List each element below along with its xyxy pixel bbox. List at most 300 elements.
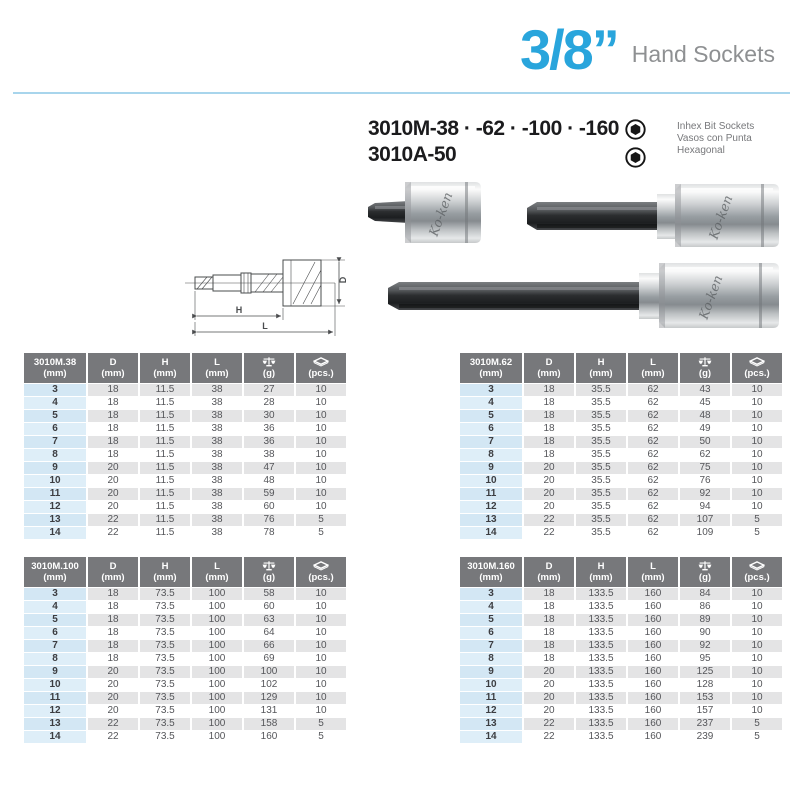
table-row xyxy=(24,462,346,474)
size-cell: 4 xyxy=(460,397,522,409)
value-cell: 18 xyxy=(88,410,138,422)
col-header-h: H (mm) xyxy=(140,557,190,587)
value-cell: 10 xyxy=(315,679,327,690)
dimension-drawing xyxy=(183,250,353,342)
size-cell: 9 xyxy=(460,666,522,678)
value-cell: 18 xyxy=(88,588,138,600)
value-cell: 107 xyxy=(680,514,730,526)
value-cell: 38 xyxy=(211,475,223,486)
table-header-row xyxy=(24,557,346,587)
value-cell: 133.5 xyxy=(588,705,614,716)
value-cell: 18 xyxy=(543,653,555,664)
table-row xyxy=(24,423,346,435)
value-cell: 10 xyxy=(732,666,782,678)
value-cell: 90 xyxy=(699,627,711,638)
value-cell: 36 xyxy=(244,436,294,448)
value-cell: 20 xyxy=(543,475,555,486)
table-row xyxy=(460,449,782,461)
value-cell: 11.5 xyxy=(155,397,175,408)
value-cell: 10 xyxy=(315,601,327,612)
size-cell: 11 xyxy=(24,488,86,500)
value-cell: 5 xyxy=(754,527,760,538)
value-cell: 38 xyxy=(192,436,242,448)
value-cell: 100 xyxy=(192,692,242,704)
table-row xyxy=(460,666,782,678)
col-header-d: D (mm) xyxy=(524,557,574,587)
table-row xyxy=(24,692,346,704)
value-cell: 10 xyxy=(751,397,763,408)
socket-type-labels xyxy=(677,121,800,157)
col-header-d: D (mm) xyxy=(88,353,138,383)
value-cell: 84 xyxy=(680,588,730,600)
value-cell: 157 xyxy=(696,705,714,716)
value-cell: 35.5 xyxy=(591,527,611,538)
value-cell: 18 xyxy=(524,640,574,652)
value-cell: 5 xyxy=(296,718,346,730)
value-cell: 18 xyxy=(88,436,138,448)
value-cell: 38 xyxy=(192,488,242,500)
table-header-row xyxy=(460,557,782,587)
value-cell: 10 xyxy=(315,501,327,512)
dim-label-d: D xyxy=(338,276,348,284)
value-cell: 22 xyxy=(88,514,138,526)
value-cell: 38 xyxy=(211,527,223,538)
value-cell: 10 xyxy=(751,449,763,460)
value-cell: 35.5 xyxy=(591,501,611,512)
table-row xyxy=(24,614,346,626)
value-cell: 22 xyxy=(88,718,138,730)
value-cell: 18 xyxy=(524,436,574,448)
value-cell: 5 xyxy=(732,514,782,526)
value-cell: 10 xyxy=(296,410,346,422)
value-cell: 35.5 xyxy=(591,397,611,408)
value-cell: 237 xyxy=(680,718,730,730)
value-cell: 59 xyxy=(244,488,294,500)
size-cell: 14 xyxy=(460,731,522,743)
size-cell: 14 xyxy=(24,527,86,539)
size-cell: 9 xyxy=(460,462,522,474)
value-cell: 62 xyxy=(628,436,678,448)
brand-engraving: Ko-ken xyxy=(706,193,737,242)
table-row xyxy=(24,679,346,691)
value-cell: 73.5 xyxy=(140,692,190,704)
value-cell: 20 xyxy=(88,488,138,500)
value-cell: 153 xyxy=(680,692,730,704)
value-cell: 38 xyxy=(211,397,223,408)
value-cell: 35.5 xyxy=(576,488,626,500)
value-cell: 62 xyxy=(628,462,678,474)
size-cell: 7 xyxy=(24,640,86,652)
col-header-h: H (mm) xyxy=(140,353,190,383)
value-cell: 133.5 xyxy=(588,627,614,638)
size-cell: 6 xyxy=(460,423,522,435)
size-cell: 5 xyxy=(460,410,522,422)
value-cell: 20 xyxy=(88,692,138,704)
value-cell: 62 xyxy=(628,514,678,526)
value-cell: 5 xyxy=(296,514,346,526)
value-cell: 18 xyxy=(543,449,555,460)
value-cell: 125 xyxy=(680,666,730,678)
value-cell: 11.5 xyxy=(140,462,190,474)
value-cell: 45 xyxy=(699,397,711,408)
value-cell: 73.5 xyxy=(155,653,175,664)
value-cell: 10 xyxy=(296,614,346,626)
value-cell: 20 xyxy=(107,705,119,716)
value-cell: 62 xyxy=(647,449,659,460)
socket-photo-short xyxy=(365,175,485,250)
value-cell: 100 xyxy=(192,718,242,730)
hex-bit-icon xyxy=(625,119,646,140)
value-cell: 133.5 xyxy=(576,614,626,626)
table-row xyxy=(24,384,346,396)
value-cell: 100 xyxy=(244,666,294,678)
table-row xyxy=(460,640,782,652)
table-row xyxy=(460,423,782,435)
value-cell: 10 xyxy=(315,653,327,664)
value-cell: 11.5 xyxy=(155,527,175,538)
table-row xyxy=(460,488,782,500)
value-cell: 73.5 xyxy=(140,718,190,730)
table-row xyxy=(460,410,782,422)
size-cell: 12 xyxy=(460,501,522,513)
value-cell: 131 xyxy=(260,705,278,716)
model-header: 3010M.100 (mm) xyxy=(24,557,86,587)
table-row xyxy=(460,501,782,513)
table-row xyxy=(460,731,782,743)
table-row xyxy=(460,653,782,665)
table-row xyxy=(24,397,346,409)
table-row xyxy=(460,705,782,717)
value-cell: 11.5 xyxy=(140,410,190,422)
value-cell: 10 xyxy=(315,475,327,486)
value-cell: 10 xyxy=(315,397,327,408)
value-cell: 18 xyxy=(524,384,574,396)
value-cell: 11.5 xyxy=(155,475,175,486)
size-cell: 6 xyxy=(24,627,86,639)
value-cell: 62 xyxy=(647,501,659,512)
value-cell: 10 xyxy=(296,384,346,396)
value-cell: 38 xyxy=(211,449,223,460)
value-cell: 100 xyxy=(192,666,242,678)
value-cell: 22 xyxy=(107,527,119,538)
value-cell: 73.5 xyxy=(155,627,175,638)
value-cell: 22 xyxy=(524,718,574,730)
value-cell: 10 xyxy=(296,588,346,600)
value-cell: 10 xyxy=(751,423,763,434)
table-row xyxy=(24,475,346,487)
value-cell: 10 xyxy=(732,640,782,652)
value-cell: 10 xyxy=(296,462,346,474)
value-cell: 133.5 xyxy=(576,640,626,652)
value-cell: 22 xyxy=(543,527,555,538)
table-row xyxy=(460,718,782,730)
value-cell: 73.5 xyxy=(155,731,175,742)
col-header-l: L (mm) xyxy=(628,557,678,587)
value-cell: 18 xyxy=(543,423,555,434)
table-body xyxy=(460,588,782,743)
value-cell: 160 xyxy=(644,679,662,690)
table-row xyxy=(24,449,346,461)
scale-icon xyxy=(262,561,276,571)
value-cell: 133.5 xyxy=(576,666,626,678)
value-cell: 10 xyxy=(315,627,327,638)
table-header-row xyxy=(24,353,346,383)
value-cell: 20 xyxy=(88,666,138,678)
size-cell: 5 xyxy=(24,614,86,626)
value-cell: 100 xyxy=(208,653,226,664)
value-cell: 20 xyxy=(107,475,119,486)
col-header-l: L (mm) xyxy=(192,353,242,383)
value-cell: 30 xyxy=(244,410,294,422)
value-cell: 10 xyxy=(732,462,782,474)
model-header: 3010M.160 (mm) xyxy=(460,557,522,587)
value-cell: 60 xyxy=(263,601,275,612)
size-cell: 11 xyxy=(460,488,522,500)
value-cell: 100 xyxy=(192,588,242,600)
value-cell: 100 xyxy=(192,640,242,652)
table-row xyxy=(460,679,782,691)
size-cell: 10 xyxy=(24,475,86,487)
table-body xyxy=(24,588,346,743)
col-header-weight: (g) xyxy=(244,353,294,383)
value-cell: 36 xyxy=(263,423,275,434)
value-cell: 62 xyxy=(628,410,678,422)
table-row xyxy=(24,588,346,600)
model-numbers xyxy=(368,116,619,168)
value-cell: 133.5 xyxy=(588,731,614,742)
value-cell: 11.5 xyxy=(155,449,175,460)
package-icon xyxy=(749,357,765,367)
value-cell: 38 xyxy=(263,449,275,460)
value-cell: 62 xyxy=(647,423,659,434)
value-cell: 239 xyxy=(696,731,714,742)
table-row xyxy=(24,666,346,678)
value-cell: 133.5 xyxy=(576,718,626,730)
value-cell: 20 xyxy=(524,462,574,474)
size-cell: 11 xyxy=(460,692,522,704)
value-cell: 11.5 xyxy=(155,501,175,512)
value-cell: 20 xyxy=(543,679,555,690)
value-cell: 133.5 xyxy=(588,601,614,612)
size-cell: 3 xyxy=(24,588,86,600)
col-header-h: H (mm) xyxy=(576,353,626,383)
value-cell: 50 xyxy=(680,436,730,448)
value-cell: 48 xyxy=(263,475,275,486)
value-cell: 18 xyxy=(88,640,138,652)
value-cell: 63 xyxy=(244,614,294,626)
col-header-weight: (g) xyxy=(244,557,294,587)
value-cell: 10 xyxy=(732,614,782,626)
size-cell: 10 xyxy=(24,679,86,691)
col-header-pcs: (pcs.) xyxy=(296,557,346,587)
value-cell: 160 xyxy=(260,731,278,742)
value-cell: 10 xyxy=(732,488,782,500)
value-cell: 38 xyxy=(211,501,223,512)
col-header-d: D (mm) xyxy=(524,353,574,383)
size-cell: 9 xyxy=(24,666,86,678)
size-cell: 4 xyxy=(24,601,86,613)
value-cell: 18 xyxy=(107,653,119,664)
col-header-pcs: (pcs.) xyxy=(732,353,782,383)
value-cell: 10 xyxy=(732,410,782,422)
value-cell: 160 xyxy=(644,627,662,638)
table-header-row xyxy=(460,353,782,383)
value-cell: 11.5 xyxy=(140,514,190,526)
value-cell: 10 xyxy=(751,653,763,664)
table-row xyxy=(460,397,782,409)
value-cell: 35.5 xyxy=(576,384,626,396)
value-cell: 100 xyxy=(208,731,226,742)
table-row xyxy=(460,436,782,448)
spec-table-3010m-62 xyxy=(458,352,784,540)
value-cell: 10 xyxy=(751,705,763,716)
scale-icon xyxy=(698,561,712,571)
value-cell: 89 xyxy=(680,614,730,626)
table-body xyxy=(24,384,346,539)
model-line-1: 3010M-38 · -62 · -100 · -160 xyxy=(368,117,619,140)
size-cell: 12 xyxy=(460,705,522,717)
table-row xyxy=(460,527,782,539)
value-cell: 76 xyxy=(244,514,294,526)
value-cell: 94 xyxy=(699,501,711,512)
value-cell: 10 xyxy=(315,423,327,434)
table-row xyxy=(24,601,346,613)
value-cell: 18 xyxy=(543,627,555,638)
header-rule xyxy=(13,92,790,94)
table-row xyxy=(460,475,782,487)
size-cell: 9 xyxy=(24,462,86,474)
value-cell: 100 xyxy=(192,614,242,626)
size-cell: 3 xyxy=(460,384,522,396)
value-cell: 11.5 xyxy=(155,423,175,434)
value-cell: 66 xyxy=(244,640,294,652)
value-cell: 160 xyxy=(644,653,662,664)
table-row xyxy=(24,410,346,422)
socket-photo-medium xyxy=(523,180,781,252)
table-row xyxy=(24,501,346,513)
value-cell: 10 xyxy=(732,588,782,600)
value-cell: 20 xyxy=(524,692,574,704)
value-cell: 73.5 xyxy=(140,614,190,626)
value-cell: 69 xyxy=(263,653,275,664)
value-cell: 160 xyxy=(628,692,678,704)
value-cell: 5 xyxy=(754,731,760,742)
table-row xyxy=(460,588,782,600)
value-cell: 160 xyxy=(628,614,678,626)
size-cell: 5 xyxy=(460,614,522,626)
value-cell: 38 xyxy=(192,462,242,474)
value-cell: 73.5 xyxy=(155,601,175,612)
value-cell: 102 xyxy=(260,679,278,690)
value-cell: 62 xyxy=(647,475,659,486)
value-cell: 10 xyxy=(296,488,346,500)
table-row xyxy=(460,601,782,613)
table-row xyxy=(24,731,346,743)
type-label-es: Vasos con Punta Hexagonal xyxy=(677,133,752,156)
value-cell: 35.5 xyxy=(576,436,626,448)
value-cell: 10 xyxy=(296,666,346,678)
size-cell: 11 xyxy=(24,692,86,704)
value-cell: 22 xyxy=(107,731,119,742)
value-cell: 22 xyxy=(524,514,574,526)
socket-photo-long xyxy=(383,258,781,333)
drive-size-label: 3/8” xyxy=(519,18,618,81)
value-cell: 5 xyxy=(732,718,782,730)
value-cell: 73.5 xyxy=(140,588,190,600)
value-cell: 18 xyxy=(524,410,574,422)
table-row xyxy=(24,718,346,730)
category-label: Hand Sockets xyxy=(631,40,775,67)
type-label-en: Inhex Bit Sockets xyxy=(677,121,755,132)
table-row xyxy=(460,514,782,526)
value-cell: 10 xyxy=(751,501,763,512)
value-cell: 75 xyxy=(680,462,730,474)
value-cell: 160 xyxy=(628,666,678,678)
value-cell: 38 xyxy=(192,410,242,422)
size-cell: 3 xyxy=(24,384,86,396)
value-cell: 128 xyxy=(696,679,714,690)
value-cell: 20 xyxy=(543,501,555,512)
value-cell: 20 xyxy=(543,705,555,716)
value-cell: 47 xyxy=(244,462,294,474)
value-cell: 10 xyxy=(751,475,763,486)
hex-bit-icon xyxy=(625,147,646,168)
model-header: 3010M.62 (mm) xyxy=(460,353,522,383)
value-cell: 73.5 xyxy=(155,679,175,690)
size-cell: 6 xyxy=(460,627,522,639)
value-cell: 160 xyxy=(644,705,662,716)
value-cell: 35.5 xyxy=(591,475,611,486)
value-cell: 60 xyxy=(263,501,275,512)
value-cell: 43 xyxy=(680,384,730,396)
value-cell: 62 xyxy=(647,527,659,538)
size-cell: 13 xyxy=(24,514,86,526)
table-row xyxy=(460,614,782,626)
size-cell: 5 xyxy=(24,410,86,422)
value-cell: 35.5 xyxy=(576,462,626,474)
value-cell: 73.5 xyxy=(155,705,175,716)
value-cell: 49 xyxy=(699,423,711,434)
value-cell: 109 xyxy=(696,527,714,538)
value-cell: 10 xyxy=(315,705,327,716)
table-row xyxy=(24,436,346,448)
value-cell: 160 xyxy=(628,718,678,730)
dim-label-h: H xyxy=(235,305,243,315)
size-cell: 7 xyxy=(24,436,86,448)
size-cell: 10 xyxy=(460,679,522,691)
value-cell: 95 xyxy=(699,653,711,664)
value-cell: 20 xyxy=(107,501,119,512)
size-cell: 8 xyxy=(460,449,522,461)
value-cell: 18 xyxy=(107,397,119,408)
value-cell: 35.5 xyxy=(576,514,626,526)
size-cell: 8 xyxy=(460,653,522,665)
value-cell: 160 xyxy=(644,601,662,612)
col-header-pcs: (pcs.) xyxy=(732,557,782,587)
col-header-h: H (mm) xyxy=(576,557,626,587)
value-cell: 38 xyxy=(211,423,223,434)
col-header-l: L (mm) xyxy=(192,557,242,587)
value-cell: 100 xyxy=(208,679,226,690)
size-cell: 10 xyxy=(460,475,522,487)
value-cell: 58 xyxy=(244,588,294,600)
value-cell: 10 xyxy=(732,692,782,704)
col-header-weight: (g) xyxy=(680,557,730,587)
table-row xyxy=(460,692,782,704)
col-header-pcs: (pcs.) xyxy=(296,353,346,383)
value-cell: 10 xyxy=(296,692,346,704)
value-cell: 35.5 xyxy=(576,410,626,422)
